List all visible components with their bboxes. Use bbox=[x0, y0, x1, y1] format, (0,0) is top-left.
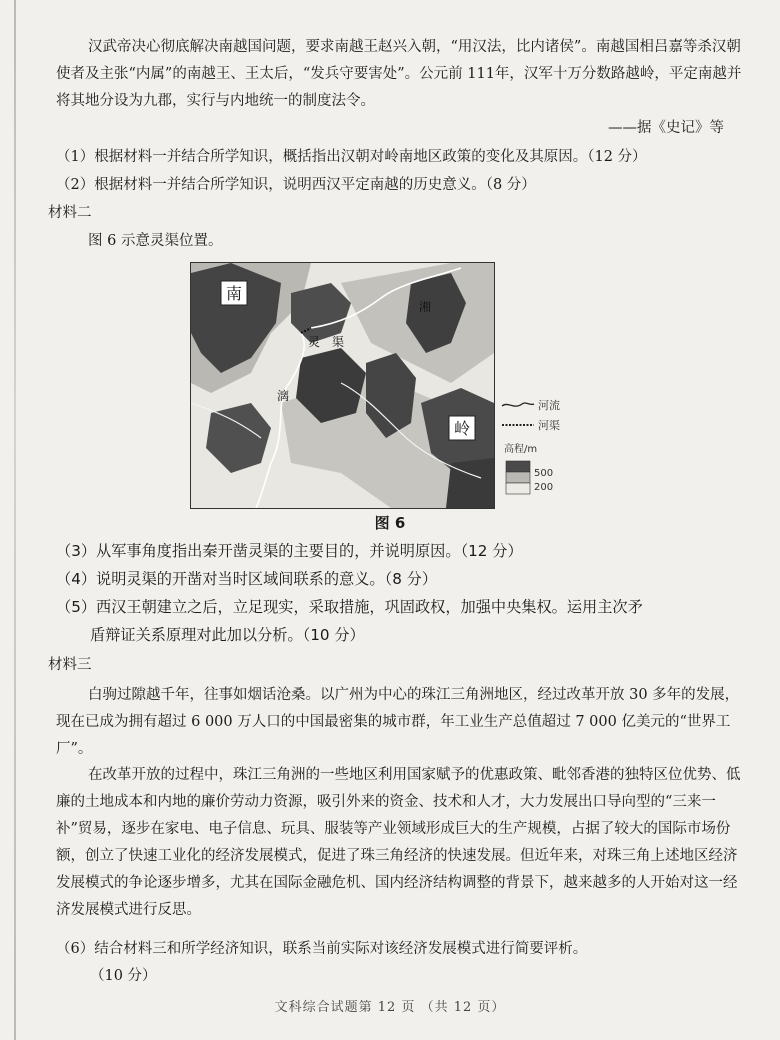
legend-swatch-high bbox=[506, 461, 530, 472]
terrain-map-svg bbox=[191, 263, 494, 508]
li-river-label: 漓 bbox=[277, 389, 290, 403]
lingqu-label: 灵 渠 bbox=[308, 335, 345, 349]
map-legend bbox=[500, 398, 590, 508]
material3-paragraph-2: 在改革开放的过程中，珠江三角洲的一些地区利用国家赋予的优惠政策、毗邻香港的独特区位优势、低廉的土地成本和内地的廉价劳动力资源，吸引外来的资金、技术和人才，大力发展出口导向型的“三来一补”贸易，逐步在家电、电子信息、玩具、服装等产业领域形成巨大的生产规模，占据了较大的国际市场份额，创立了快速工业化的经济发展模式，促进了珠三角经济的快速发展。但近年来，对珠三角上述地区经济发展模式的争论逐步增多，尤其在国际金融危机、国内经济结构调整的背景下，越来越多的人开始对这一经济发展模式进行反思。 bbox=[56, 767, 741, 918]
material3-heading: 材料三 bbox=[48, 657, 92, 673]
lingqu-map bbox=[190, 262, 495, 509]
question-6-line1: （6）结合材料三和所学经济知识，联系当前实际对该经济发展模式进行简要评析。 bbox=[56, 941, 588, 957]
river-legend-symbol bbox=[502, 403, 534, 406]
canal-legend-label: 河渠 bbox=[538, 419, 560, 432]
nan-label: 南 bbox=[225, 284, 243, 303]
question-1: （1）根据材料一并结合所学知识，概括指出汉朝对岭南地区政策的变化及其原因。（12 分） bbox=[56, 149, 647, 165]
question-3: （3）从军事角度指出秦开凿灵渠的主要目的，并说明原因。（12 分） bbox=[56, 542, 523, 560]
elevation-legend-title: 高程/m bbox=[504, 444, 538, 455]
legend-swatch-mid bbox=[506, 472, 530, 483]
page-footer: 文科综合试题第 12 页 （共 12 页） bbox=[274, 1000, 506, 1015]
question-2: （2）根据材料一并结合所学知识，说明西汉平定南越的历史意义。（8 分） bbox=[56, 177, 536, 193]
question-6-line2: （10 分） bbox=[90, 968, 157, 984]
question-5-line1: （5）西汉王朝建立之后，立足现实，采取措施，巩固政权，加强中央集权。运用主次矛 bbox=[56, 598, 643, 616]
high-elevation-zone bbox=[446, 458, 494, 508]
material1-paragraph: 汉武帝决心彻底解决南越国问题，要求南越王赵兴入朝，“用汉法，比内诸侯”。南越国相吕嘉等杀汉朝使者及主张“内属”的南越王、王太后，“发兵守要害处”。公元前 111年，汉军十万分数路越岭，平定南越并将其地分设为九郡，实行与内地统一的制度法令。 bbox=[56, 39, 742, 109]
figure-intro: 图 6 示意灵渠位置。 bbox=[88, 233, 223, 249]
figure-caption: 图 6 bbox=[374, 514, 406, 532]
legend-200: 200 bbox=[534, 482, 554, 493]
material3-paragraph-1: 白驹过隙越千年，往事如烟话沧桑。以广州为中心的珠江三角洲地区，经过改革开放 30 多年的发展，现在已成为拥有超过 6 000 万人口的中国最密集的城市群，年工业生产总值超过 7 000 亿美元的“世界工厂”。 bbox=[56, 687, 740, 757]
legend-swatch-low bbox=[506, 483, 530, 494]
question-5-line2: 盾辩证关系原理对此加以分析。（10 分） bbox=[90, 626, 365, 644]
question-4: （4）说明灵渠的开凿对当时区域间联系的意义。（8 分） bbox=[56, 570, 438, 588]
legend-svg bbox=[500, 398, 590, 508]
river-legend-label: 河流 bbox=[538, 399, 560, 412]
ling-label: 岭 bbox=[453, 419, 471, 438]
material2-heading: 材料二 bbox=[48, 205, 92, 221]
material1-citation: ——据《史记》等 bbox=[608, 120, 724, 136]
xiang-river-label: 湘 bbox=[419, 300, 432, 314]
legend-500: 500 bbox=[534, 468, 554, 479]
